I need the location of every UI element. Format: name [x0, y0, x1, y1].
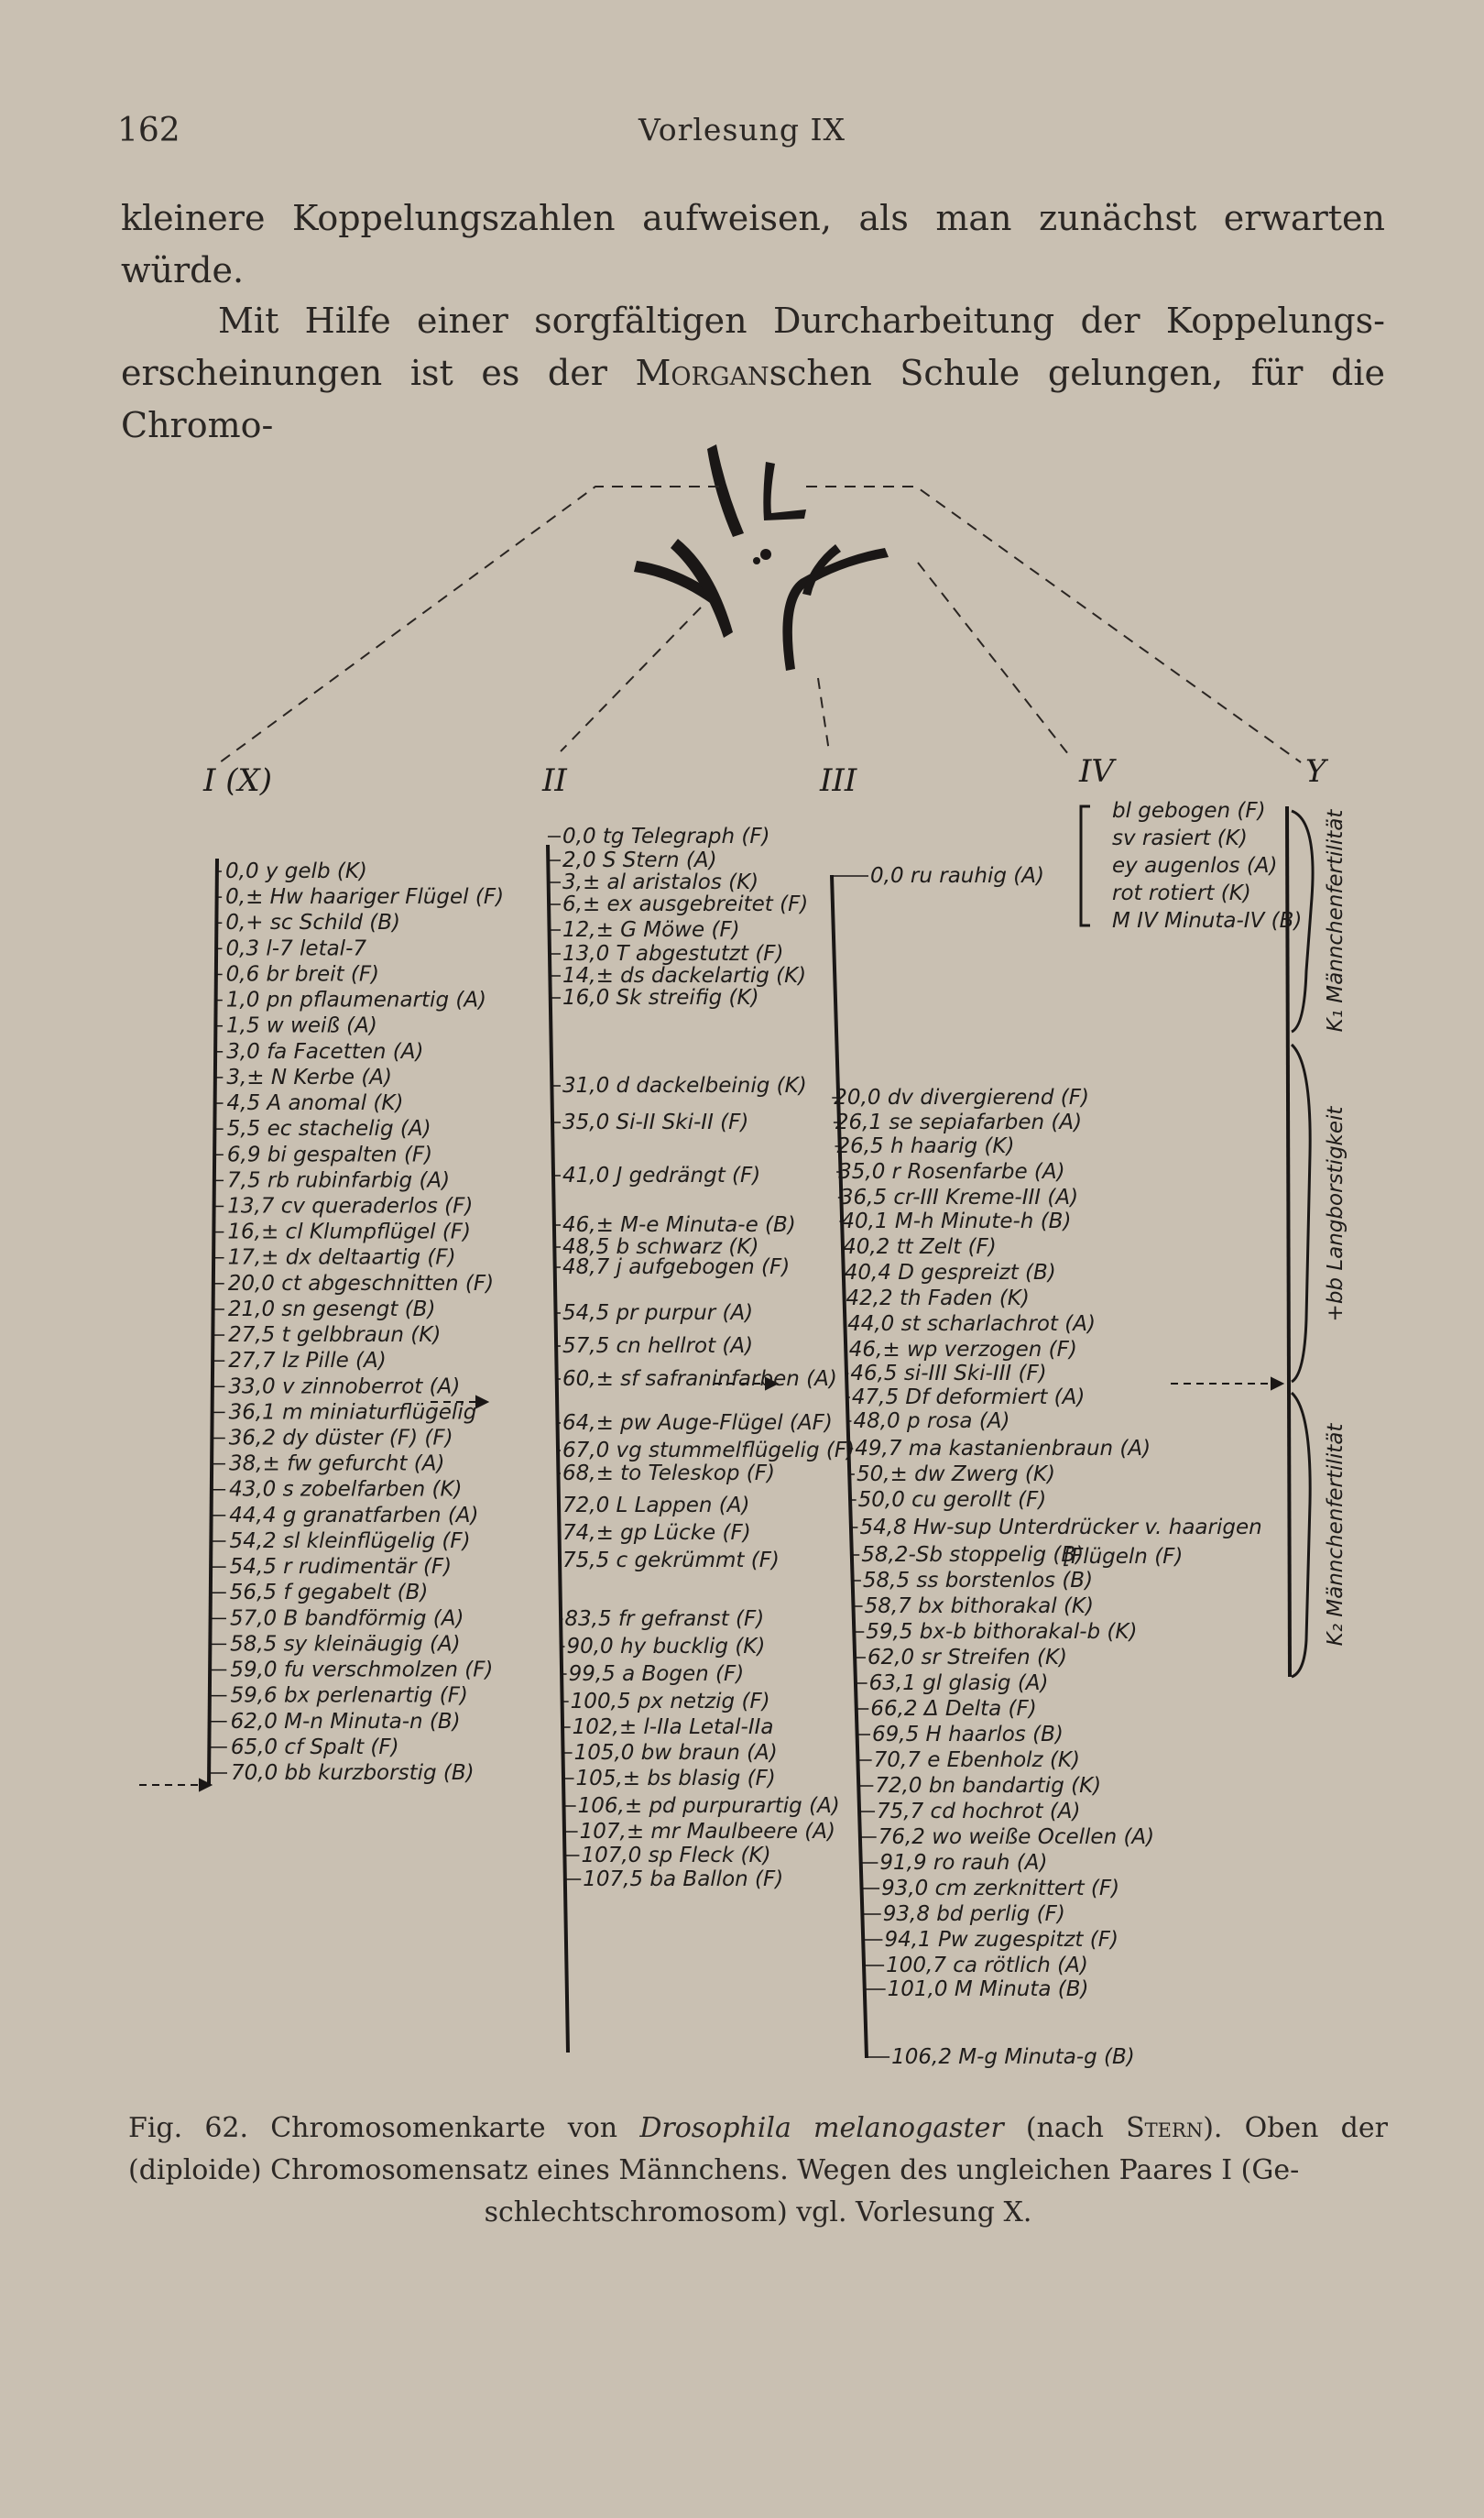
gene-label: 1,0 pn pflaumenartig (A)	[225, 988, 487, 1013]
gene-label: 40,4 D gespreizt (B)	[844, 1261, 1056, 1285]
gene-label: 93,0 cm zerknittert (F)	[881, 1877, 1120, 1900]
figure-leader-lines	[220, 487, 1301, 762]
gene-label: 12,± G Möwe (F)	[562, 918, 740, 942]
caption-text-3: ). Oben der (diploide) Chromosomensatz eines Männchens. Wegen des ungleichen Paares I (Ge-	[128, 2112, 1388, 2186]
gene-label: 107,0 sp Fleck (K)	[581, 1844, 771, 1867]
gene-label: 48,7 j aufgebogen (F)	[562, 1255, 791, 1279]
gene-label: 7,5 rb rubinfarbig (A)	[227, 1168, 451, 1193]
gene-label: 0,0 y gelb (K)	[225, 859, 367, 883]
gene-label: 0,3 l-7 letal-7	[225, 936, 367, 961]
gene-label: 72,0 L Lappen (A)	[562, 1494, 750, 1517]
gene-label: 93,8 bd perlig (F)	[882, 1902, 1065, 1926]
gene-label: 100,5 px netzig (F)	[570, 1690, 770, 1713]
gene-label: +bb Langborstigkeit	[1324, 1106, 1348, 1322]
gene-label: 70,7 e Ebenholz (K)	[873, 1748, 1080, 1772]
gene-label: 2,0 S Stern (A)	[562, 848, 717, 872]
gene-label: 105,0 bw braun (A)	[573, 1741, 778, 1765]
chromosome-I-gene-list	[209, 859, 504, 1785]
gene-label: 14,± ds dackelartig (K)	[562, 964, 807, 988]
gene-label: 31,0 d dackelbeinig (K)	[562, 1074, 807, 1098]
paragraph-2-line-1: Mit Hilfe einer sorgfältigen Durcharbeitung der Koppelungs-	[218, 301, 1385, 341]
gene-label: 16,± cl Klumpflügel (F)	[227, 1220, 472, 1244]
gene-label: 44,0 st scharlachrot (A)	[847, 1312, 1096, 1336]
gene-label: 74,± gp Lücke (F)	[562, 1521, 751, 1545]
gene-label: 3,0 fa Facetten (A)	[226, 1039, 424, 1064]
gene-label: 13,0 T abgestutzt (F)	[562, 942, 784, 966]
gene-label: 54,5 pr purpur (A)	[562, 1301, 754, 1325]
gene-label: 58,5 ss borstenlos (B)	[862, 1569, 1094, 1593]
chromosome-label-I: I (X)	[203, 762, 272, 799]
gene-label: 0,0 tg Telegraph (F)	[562, 825, 770, 848]
y-bracket-k2	[1292, 1393, 1310, 1677]
gene-label: M IV Minuta-IV (B)	[1112, 909, 1303, 933]
paragraph-2	[121, 295, 1385, 347]
page-number: 162	[117, 112, 180, 149]
gene-label: 26,1 se sepiafarben (A)	[835, 1111, 1083, 1134]
gene-label: 6,9 bi gespalten (F)	[226, 1143, 433, 1167]
gene-label: 40,2 tt Zelt (F)	[843, 1235, 997, 1259]
chromosome-label-IV: IV	[1079, 753, 1114, 790]
gene-label: 5,5 ec stachelig (A)	[226, 1117, 431, 1142]
gene-label: 26,5 h haarig (K)	[836, 1134, 1015, 1158]
gene-label: 105,± bs blasig (F)	[575, 1767, 776, 1790]
y-bracket-bb	[1292, 1045, 1310, 1382]
gene-label: 107,5 ba Ballon (F)	[583, 1867, 784, 1891]
gene-label: 40,1 M-h Minute-h (B)	[841, 1210, 1072, 1233]
caption-text-2: (nach	[1003, 2112, 1127, 2144]
gene-label: 50,0 cu gerollt (F)	[857, 1488, 1047, 1512]
paragraph-1-line-1	[121, 192, 1385, 245]
chromosome-label-III: III	[820, 762, 857, 799]
chromosome-map-figure	[0, 403, 1484, 2089]
chromosome-label-Y: Y	[1305, 753, 1326, 790]
arrow-head	[1271, 1378, 1282, 1389]
gene-label: 60,± sf safraninfarben (A)	[562, 1367, 837, 1391]
word: als	[858, 198, 909, 238]
gene-label: 99,5 a Bogen (F)	[568, 1662, 745, 1686]
gene-label: 59,6 bx perlenartig (F)	[230, 1683, 468, 1708]
author-name-morgan: Morgan	[635, 353, 769, 393]
gene-label: 75,7 cd hochrot (A)	[877, 1800, 1081, 1823]
gene-label: 63,1 gl glasig (A)	[868, 1671, 1049, 1695]
gene-label: 0,+ sc Schild (B)	[225, 911, 401, 936]
gene-label: 6,± ex ausgebreitet (F)	[562, 892, 809, 916]
gene-label: 20,0 dv divergierend (F)	[834, 1086, 1089, 1110]
chromosome-Y-line	[1287, 806, 1290, 1677]
gene-label: 76,2 wo weiße Ocellen (A)	[878, 1825, 1155, 1849]
gene-label: 20,0 ct abgeschnitten (F)	[227, 1271, 495, 1296]
gene-label: 36,5 cr-III Kreme-III (A)	[839, 1186, 1079, 1210]
gene-label: 1,5 w weiß (A)	[226, 1013, 377, 1038]
gene-label: K₁ Männchenfertilität	[1324, 809, 1348, 1033]
gene-label: 75,5 c gekrümmt (F)	[562, 1549, 780, 1572]
chromosome-II-gene-list	[548, 825, 855, 1891]
gene-label: 49,7 ma kastanienbraun (A)	[855, 1437, 1151, 1461]
gene-label: 101,0 M Minuta (B)	[887, 1977, 1089, 2001]
gene-label: 27,5 t gelbbraun (K)	[228, 1323, 442, 1348]
word: aufweisen,	[642, 198, 832, 238]
gene-label: 67,0 vg stummelflügelig (F)	[562, 1439, 856, 1462]
chromosome-I-line	[209, 859, 217, 1785]
gene-label: 59,5 bx-b bithorakal-b (K)	[866, 1620, 1138, 1644]
word: zunächst	[1039, 198, 1197, 238]
gene-label: 90,0 hy bucklig (K)	[566, 1635, 766, 1659]
word: man	[935, 198, 1012, 238]
gene-label: 50,± dw Zwerg (K)	[856, 1462, 1055, 1486]
gene-label: 58,7 bx bithorakal (K)	[864, 1594, 1095, 1618]
gene-label: 33,0 v zinnoberrot (A)	[228, 1374, 461, 1399]
gene-label: 0,± Hw haariger Flügel (F)	[225, 885, 505, 910]
running-title: Vorlesung IX	[638, 112, 846, 148]
caption-species: Drosophila melanogaster	[639, 2112, 1004, 2144]
gene-label: 43,0 s zobelfarben (K)	[229, 1477, 463, 1502]
gene-label: 54,8 Hw-sup Unterdrücker v. haarigen	[859, 1516, 1262, 1539]
gene-label: 17,± dx deltaartig (F)	[227, 1245, 456, 1270]
gene-label: 59,0 fu verschmolzen (F)	[230, 1658, 494, 1682]
gene-label: 27,7 lz Pille (A)	[228, 1349, 387, 1374]
gene-label: 54,5 r rudimentär (F)	[229, 1555, 453, 1580]
gene-label: 46,5 si-III Ski-III (F)	[850, 1362, 1047, 1385]
word: erwarten	[1223, 198, 1385, 238]
gene-label: 0,0 ru rauhig (A)	[870, 864, 1044, 888]
gene-label: 68,± to Teleskop (F)	[562, 1462, 775, 1485]
gene-label: 48,0 p rosa (A)	[853, 1409, 1010, 1433]
gene-label: 3,± al aristalos (K)	[562, 870, 759, 894]
gene-label: 35,0 Si-II Ski-II (F)	[562, 1111, 749, 1134]
gene-label: 106,2 M-g Minuta-g (B)	[891, 2045, 1135, 2069]
chromosome-III-gene-list	[832, 864, 1261, 2069]
gene-label: 58,2-Sb stoppelig (B)	[861, 1543, 1085, 1567]
gene-label: 41,0 J gedrängt (F)	[562, 1164, 761, 1188]
chromosome-Y-gene-list	[1324, 809, 1348, 1647]
gene-label: 3,± N Kerbe (A)	[226, 1065, 393, 1089]
gene-label: 46,± wp verzogen (F)	[848, 1338, 1077, 1362]
paragraph-1-line-2: würde.	[121, 250, 245, 290]
gene-label: 57,0 B bandförmig (A)	[229, 1606, 464, 1631]
gene-label: 58,5 sy kleinäugig (A)	[230, 1632, 461, 1657]
gene-label: 83,5 fr gefranst (F)	[564, 1607, 765, 1631]
gene-label: 16,0 Sk streifig (K)	[562, 986, 759, 1010]
gene-label: 13,7 cv queraderlos (F)	[227, 1194, 474, 1219]
arrow-head	[476, 1396, 487, 1407]
gene-label: K₂ Männchenfertilität	[1324, 1423, 1348, 1647]
gene-label: 46,± M-e Minuta-e (B)	[562, 1213, 796, 1237]
gene-label: 47,5 Df deformiert (A)	[851, 1385, 1086, 1409]
caption-author: Stern	[1126, 2112, 1204, 2144]
gene-label: 100,7 ca rötlich (A)	[886, 1954, 1088, 1977]
gene-label: 106,± pd purpurartig (A)	[577, 1794, 840, 1818]
word: Koppelungszahlen	[291, 198, 616, 238]
gene-label: 107,± mr Maulbeere (A)	[579, 1820, 835, 1844]
gene-label: 0,6 br breit (F)	[225, 962, 380, 987]
gene-label: 21,0 sn gesengt (B)	[227, 1297, 436, 1321]
gene-label: ey augenlos (A)	[1112, 854, 1278, 878]
gene-label: 35,0 r Rosenfarbe (A)	[838, 1160, 1065, 1184]
gene-label: 57,5 cn hellrot (A)	[562, 1334, 754, 1358]
gene-label: 69,5 H haarlos (B)	[872, 1723, 1064, 1746]
gene-label: 54,2 sl kleinflügelig (F)	[229, 1528, 471, 1553]
paragraph-1	[121, 192, 1385, 297]
gene-label: [Flügeln (F)	[1063, 1545, 1184, 1569]
caption-line-3: schlechtschromosom) vgl. Vorlesung X.	[484, 2196, 1032, 2228]
gene-label: 56,5 f gegabelt (B)	[229, 1581, 429, 1605]
gene-label: 38,± fw gefurcht (A)	[228, 1451, 445, 1476]
gene-label: 4,5 A anomal (K)	[226, 1091, 404, 1116]
gene-label: 42,2 th Faden (K)	[846, 1286, 1030, 1310]
caption-text-1: Chromosomenkarte von	[248, 2112, 640, 2144]
gene-label: 102,± l-IIa Letal-IIa	[572, 1715, 774, 1739]
gene-label: 66,2 Δ Delta (F)	[870, 1697, 1037, 1721]
gene-label: 64,± pw Auge-Flügel (AF)	[562, 1411, 833, 1435]
gene-label: 62,0 sr Streifen (K)	[867, 1646, 1068, 1670]
caption-fig-number: Fig. 62.	[128, 2112, 249, 2144]
figure-caption	[128, 2107, 1388, 2234]
gene-label: 70,0 bb kurzborstig (B)	[231, 1761, 475, 1785]
gene-label: rot rotiert (K)	[1112, 881, 1251, 905]
gene-label: 44,4 g granatfarben (A)	[229, 1503, 479, 1527]
chromosome-label-II: II	[542, 762, 567, 799]
paragraph-2-line-2-pre: erscheinungen ist es der	[121, 353, 636, 393]
word: kleinere	[121, 198, 266, 238]
gene-label: 91,9 ro rauh (A)	[879, 1851, 1048, 1875]
paragraph-2-line-2-post: schen Schule gelungen, für die Chromo-	[121, 353, 1385, 445]
gene-label: 72,0 bn bandartig (K)	[875, 1774, 1102, 1798]
chromosome-IV-bracket	[1081, 806, 1090, 925]
gene-label: sv rasiert (K)	[1112, 827, 1248, 850]
gene-label: 48,5 b schwarz (K)	[562, 1235, 759, 1259]
gene-label: 65,0 cf Spalt (F)	[230, 1735, 399, 1759]
gene-label: 62,0 M-n Minuta-n (B)	[230, 1709, 461, 1734]
gene-label: 36,1 m miniaturflügelig	[228, 1400, 477, 1425]
gene-label: 94,1 Pw zugespitzt (F)	[884, 1928, 1118, 1952]
chromosome-IV-gene-list	[1112, 799, 1302, 933]
gene-label: bl gebogen (F)	[1112, 799, 1266, 823]
gene-label: 36,2 dy düster (F) (F)	[228, 1426, 453, 1451]
